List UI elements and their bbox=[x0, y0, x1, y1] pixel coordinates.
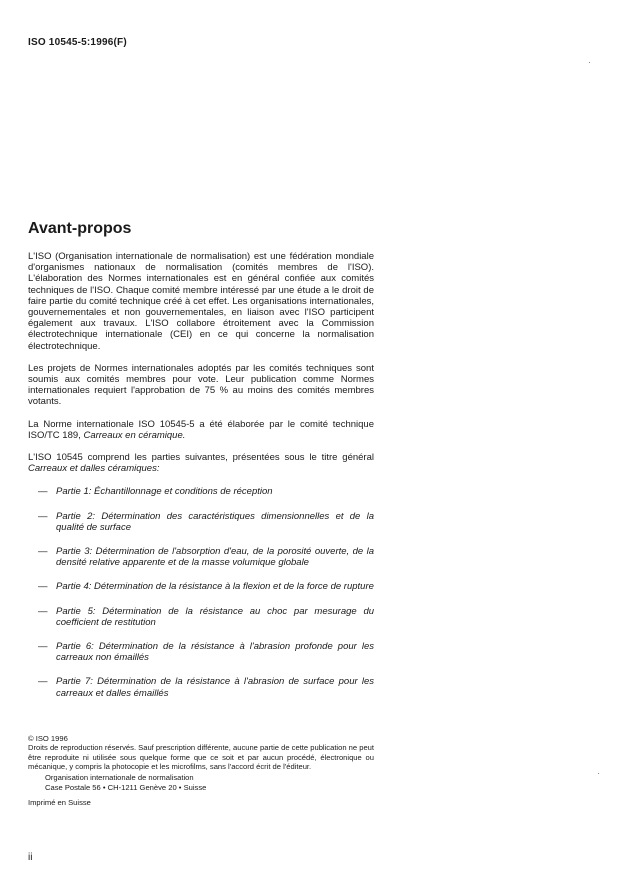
list-item: — Partie 1: Échantillonnage et conditions de réception bbox=[38, 486, 273, 498]
part-title: Détermination de la résistance au choc par mesurage du coefficient de restitution bbox=[56, 605, 375, 628]
list-item: — Partie 2: Détermination des caractéristiques dimensionnelles et de la qualité de surface bbox=[38, 510, 375, 533]
page-number: ii bbox=[28, 852, 33, 863]
list-item: — Partie 4: Détermination de la résistance à la flexion et de la force de rupture bbox=[38, 581, 374, 593]
part-label: Partie 2: bbox=[56, 510, 96, 522]
scan-speck bbox=[589, 62, 590, 63]
parts-intro-text: L'ISO 10545 comprend les parties suivantes, présentées sous le titre général bbox=[28, 452, 374, 464]
list-item: — Partie 6: Détermination de la résistance à l'abrasion profonde pour les carreaux non émaillés bbox=[38, 641, 374, 664]
copyright-block bbox=[28, 734, 374, 808]
part-title: Détermination de l'absorption d'eau, de la porosité ouverte, de la densité relative apparente et de la masse volumique globale bbox=[56, 546, 374, 569]
part-label: Partie 7: bbox=[56, 676, 93, 688]
parts-list bbox=[28, 486, 374, 698]
copyright-address: Case Postale 56 • CH-1211 Genève 20 • Suisse bbox=[45, 783, 207, 793]
paragraph-iso-intro: L'ISO (Organisation internationale de normalisation) est une fédération mondiale d'organismes nationaux de normalisation (comités membres de l'ISO). L'élaboration des Normes internationales est en général confiée aux comités techniques de l'ISO. Chaque comité membre intéressé par une étude a le droit de faire partie du comité technique créé à cet effet. Les organisations internationales, gouvernementales et non gouvernementales, en liaison avec l'ISO participent également aux travaux. L'ISO collabore étroitement avec la Commission électrotechnique internationale (CEI) en ce qui concerne la normalisation électrotechnique. bbox=[28, 251, 374, 352]
part-label: Partie 1: bbox=[56, 486, 92, 498]
part-label: Partie 3: bbox=[56, 546, 93, 558]
copyright-notice: © ISO 1996 bbox=[28, 734, 68, 743]
list-item: — Partie 5: Détermination de la résistance au choc par mesurage du coefficient de restitution bbox=[38, 605, 375, 628]
committee-text: La Norme internationale ISO 10545-5 a été élaborée par le comité technique ISO/TC 189, bbox=[28, 418, 374, 441]
scan-speck bbox=[598, 773, 599, 774]
part-label: Partie 4: bbox=[56, 581, 92, 593]
section-title: Avant-propos bbox=[28, 220, 132, 237]
list-item: — Partie 7: Détermination de la résistance à l'abrasion de surface pour les carreaux et dalles émaillés bbox=[38, 676, 374, 699]
part-title: Détermination de la résistance à la flexion et de la force de rupture bbox=[94, 581, 374, 593]
general-title: Carreaux et dalles céramiques: bbox=[28, 463, 160, 475]
committee-title: Carreaux en céramique. bbox=[83, 429, 186, 441]
document-reference: ISO 10545-5:1996(F) bbox=[28, 37, 127, 48]
part-label: Partie 5: bbox=[56, 605, 96, 617]
printed-in: Imprimé en Suisse bbox=[28, 798, 91, 808]
list-item: — Partie 3: Détermination de l'absorption d'eau, de la porosité ouverte, de la densité relative apparente et de la masse volumique globale bbox=[38, 546, 374, 569]
part-label: Partie 6: bbox=[56, 641, 94, 653]
part-title: Détermination de la résistance à l'abrasion profonde pour les carreaux non émaillés bbox=[56, 641, 374, 664]
part-title: Détermination de la résistance à l'abrasion de surface pour les carreaux et dalles émaillés bbox=[56, 676, 374, 699]
copyright-rights: Droits de reproduction réservés. Sauf prescription différente, aucune partie de cette publication ne peut être reproduite ni utilisée sous quelque forme que ce soit et par aucun procédé, électronique ou mécanique, y compris la photocopie et les microfilms, sans l'accord écrit de l'éditeur. bbox=[28, 743, 375, 772]
part-title: Détermination des caractéristiques dimensionnelles et de la qualité de surface bbox=[56, 510, 375, 533]
copyright-organisation: Organisation internationale de normalisation bbox=[45, 772, 194, 782]
paragraph-parts-intro bbox=[28, 452, 374, 474]
paragraph-committee bbox=[28, 419, 374, 441]
paragraph-voting: Les projets de Normes internationales adoptés par les comités techniques sont soumis aux comités membres pour vote. Leur publication comme Normes internationales requiert l'approbation de 75 % au moins des comités membres votants. bbox=[28, 362, 374, 408]
foreword-body bbox=[28, 251, 374, 712]
part-title: Échantillonnage et conditions de réception bbox=[94, 486, 273, 498]
